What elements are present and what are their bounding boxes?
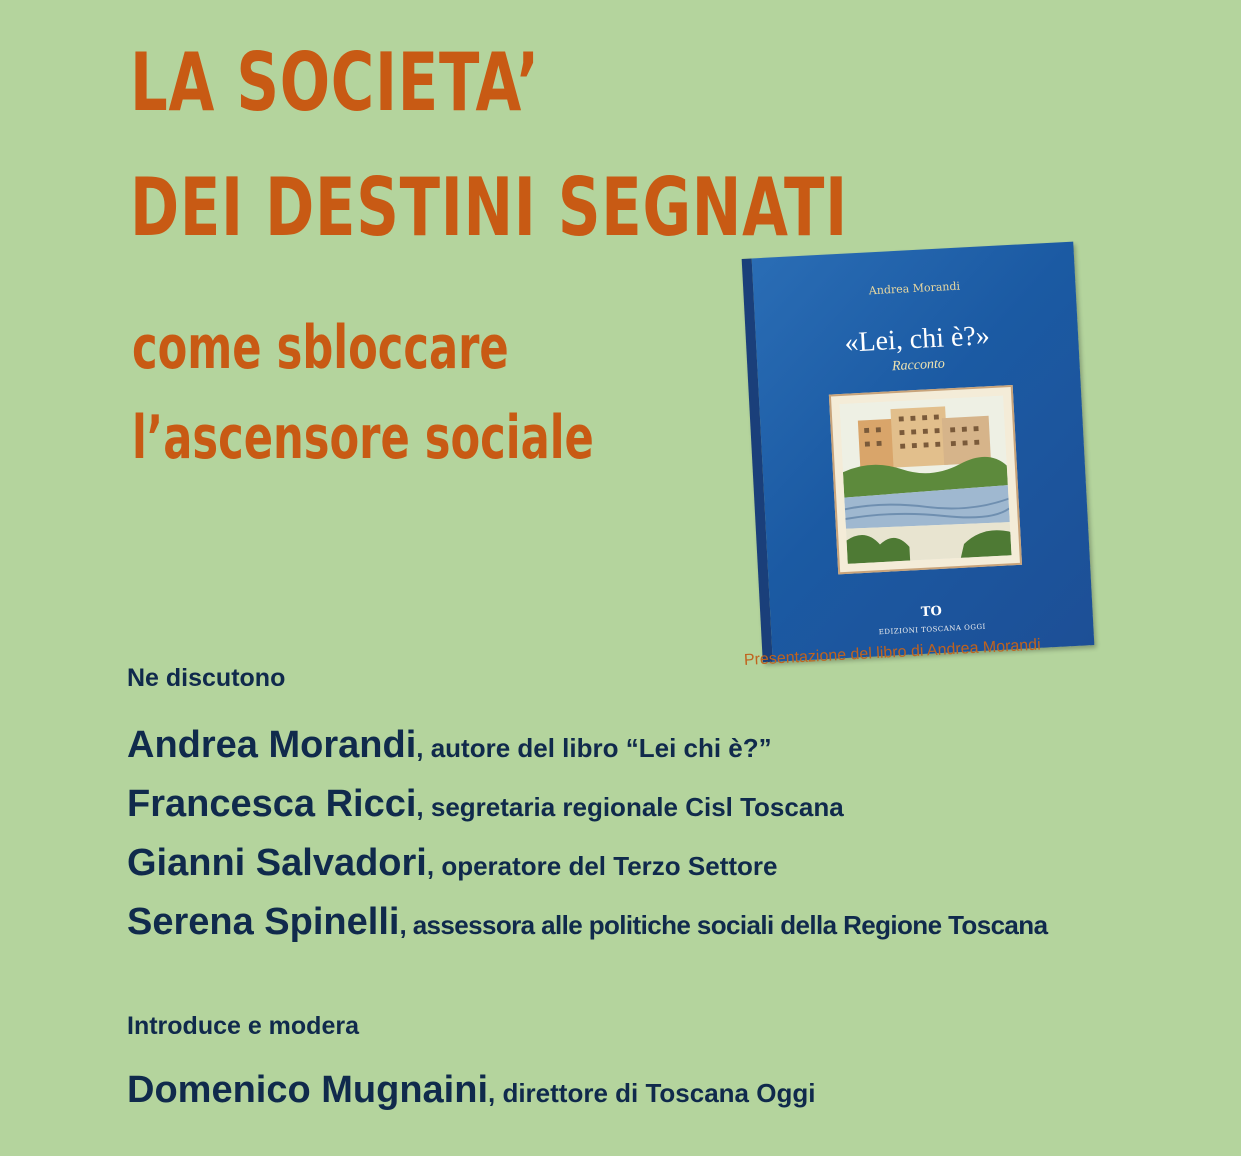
moderator-name: Domenico Mugnaini	[127, 1069, 488, 1111]
speaker-row	[127, 901, 1047, 944]
discussion-label: Ne discutono	[127, 664, 286, 692]
speaker-name: Francesca Ricci	[127, 783, 417, 825]
subtitle-line-2: l’ascensore sociale	[132, 403, 594, 473]
speaker-role: , segretaria regionale Cisl Toscana	[416, 792, 844, 822]
moderator-label: Introduce e modera	[127, 1012, 359, 1040]
main-title-line-1: LA SOCIETA’	[130, 36, 540, 129]
moderator-role: , direttore di Toscana Oggi	[488, 1078, 816, 1108]
speaker-name: Andrea Morandi	[127, 724, 417, 766]
speaker-role: , autore del libro “Lei chi è?”	[416, 733, 772, 763]
speaker-name: Gianni Salvadori	[127, 842, 427, 884]
book-title: «Lei, chi è?»	[843, 320, 991, 359]
moderator-row	[127, 1069, 815, 1112]
speaker-role: , assessora alle politiche sociali della Regione Toscana	[399, 910, 1048, 940]
book-cover-image	[742, 242, 1095, 663]
book-subtitle: Racconto	[891, 356, 946, 375]
book-publisher: EDIZIONI TOSCANA OGGI	[878, 622, 987, 637]
book-cover	[742, 242, 1095, 663]
main-title-line-2: DEI DESTINI SEGNATI	[130, 161, 848, 254]
speaker-row	[127, 724, 772, 767]
publisher-logo: TO	[920, 603, 943, 621]
speaker-row	[127, 783, 844, 826]
speaker-row	[127, 842, 777, 885]
book-illustration	[829, 385, 1022, 574]
book-author: Andrea Morandi	[868, 279, 961, 298]
speaker-name: Serena Spinelli	[127, 901, 400, 943]
subtitle-line-1: come sbloccare	[132, 313, 509, 383]
speaker-role: , operatore del Terzo Settore	[426, 851, 778, 881]
book-caption: Presentazione del libro di Andrea Morandi	[743, 636, 1042, 669]
